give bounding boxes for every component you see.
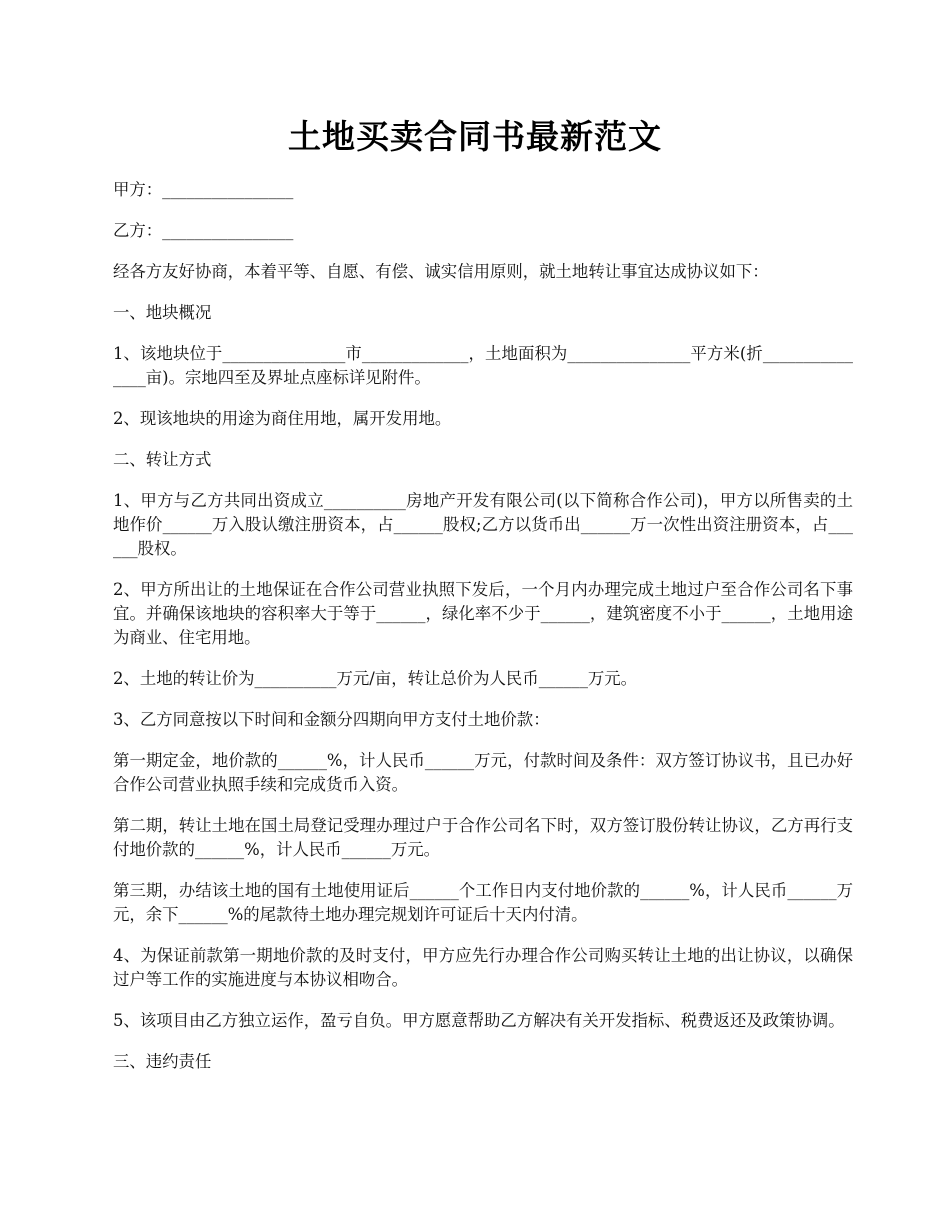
party-a-line: 甲方：________________ — [113, 180, 294, 199]
section-heading-land-overview: 一、地块概况 — [113, 303, 212, 322]
clause-land-location: 1、该地块位于_______________市_____________，土地面积为_______________平方米(折_______________亩)。宗地四至及界址点座标详见附件。 — [113, 344, 853, 387]
clause-transfer-price: 2、土地的转让价为__________万元/亩，转让总价为人民币______万元。 — [113, 669, 638, 688]
clause-title-transfer: 2、甲方所出让的土地保证在合作公司营业执照下发后，一个月内办理完成土地过户至合作公司名下事宜。并确保该地块的容积率大于等于______，绿化率不少于______，建筑密度不小于______，土地用途为商业、住宅用地。 — [113, 580, 853, 647]
payment-phase-3: 第三期，办结该土地的国有土地使用证后______个工作日内支付地价款的______%，计人民币______万元，余下______%的尾款待土地办理完规划许可证后十天内付清。 — [113, 881, 853, 924]
preamble-paragraph: 经各方友好协商，本着平等、自愿、有偿、诚实信用原则，就土地转让事宜达成协议如下： — [113, 262, 769, 281]
section-heading-breach: 三、违约责任 — [113, 1052, 212, 1071]
clause-payment-schedule: 3、乙方同意按以下时间和金额分四期向甲方支付土地价款： — [113, 710, 550, 729]
clause-independent-operation: 5、该项目由乙方独立运作，盈亏自负。甲方愿意帮助乙方解决有关开发指标、税费返还及政策协调。 — [113, 1011, 845, 1030]
clause-land-use: 2、现该地块的用途为商住用地，属开发用地。 — [113, 409, 452, 428]
clause-joint-company: 1、甲方与乙方共同出资成立__________房地产开发有限公司(以下简称合作公司)，甲方以所售卖的土地作价______万入股认缴注册资本，占______股权;乙方以货币出______万一次性出资注册资本，占______股权。 — [113, 491, 853, 558]
payment-phase-2: 第二期，转让土地在国土局登记受理办理过户于合作公司名下时，双方签订股份转让协议，乙方再行支付地价款的______%，计人民币______万元。 — [113, 816, 853, 859]
document-body — [113, 178, 853, 1091]
clause-payment-guarantee: 4、为保证前款第一期地价款的及时支付，甲方应先行办理合作公司购买转让土地的出让协议，以确保过户等工作的实施进度与本协议相吻合。 — [113, 946, 853, 989]
section-heading-transfer-method: 二、转让方式 — [113, 450, 212, 469]
payment-phase-1: 第一期定金，地价款的______%，计人民币______万元，付款时间及条件：双方签订协议书，且已办好合作公司营业执照手续和完成货币入资。 — [113, 751, 853, 794]
document-title: 土地买卖合同书最新范文 — [288, 117, 662, 156]
party-b-line: 乙方：________________ — [113, 221, 294, 240]
